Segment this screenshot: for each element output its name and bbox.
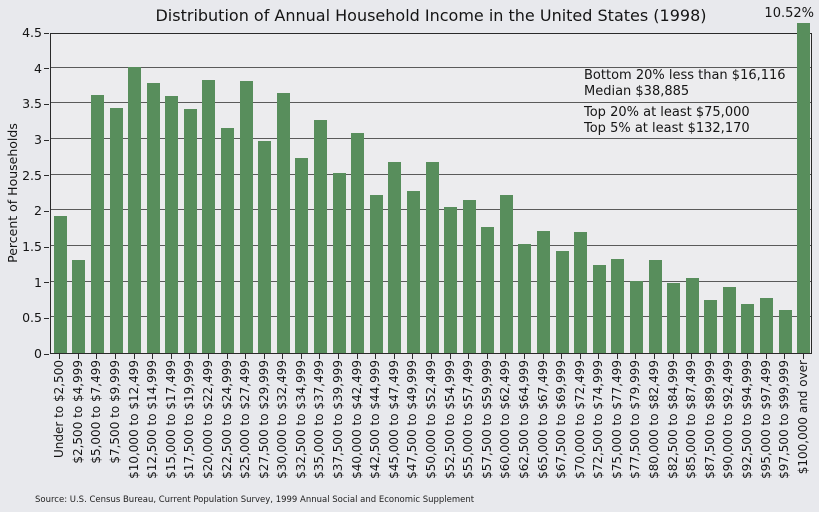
x-tick-mark xyxy=(338,354,339,359)
x-tick-label: $82,500 to $84,999 xyxy=(665,360,680,479)
y-tick-label: 3 xyxy=(34,132,42,147)
x-tick-mark xyxy=(710,354,711,359)
bar xyxy=(370,195,383,353)
y-tick-mark xyxy=(44,104,49,105)
x-tick-mark xyxy=(450,354,451,359)
x-tick-mark xyxy=(784,354,785,359)
x-tick-mark xyxy=(468,354,469,359)
x-tick-label: $77,500 to $79,999 xyxy=(628,360,643,479)
bar xyxy=(667,283,680,353)
y-tick-label: 0.5 xyxy=(22,310,42,326)
x-tick-label: $50,000 to $52,499 xyxy=(424,360,438,479)
x-tick-label: $2,500 to $4,999 xyxy=(70,360,85,464)
source-citation: Source: U.S. Census Bureau, Current Population Survey, 1999 Annual Social and Economic Supplement xyxy=(35,495,475,505)
x-tick-label: Under to $2,500 xyxy=(52,360,67,458)
x-tick-mark xyxy=(598,354,599,359)
x-tick-label: $35,000 to $37,499 xyxy=(312,360,327,479)
x-tick-mark xyxy=(301,354,302,359)
y-tick-mark xyxy=(44,175,49,176)
bar xyxy=(463,200,476,353)
x-tick-label: $40,000 to $42,499 xyxy=(349,360,364,479)
y-tick-label: 2 xyxy=(34,203,42,219)
bar xyxy=(481,227,494,353)
x-tick-mark xyxy=(635,354,636,359)
x-tick-mark xyxy=(505,354,506,359)
annotation-bottom20: Bottom 20% less than $16,116 xyxy=(584,68,786,83)
bar xyxy=(165,96,178,354)
x-tick-mark xyxy=(803,354,804,359)
annotation-block-bottom-median xyxy=(584,68,786,99)
x-tick-mark xyxy=(115,354,116,359)
bar xyxy=(295,158,308,353)
x-tick-mark xyxy=(673,354,674,359)
x-tick-mark xyxy=(580,354,581,359)
bar xyxy=(500,195,513,353)
x-tick-label: $90,000 to $92,499 xyxy=(721,360,736,479)
x-tick-label: $10,000 to $12,499 xyxy=(126,360,141,479)
x-tick-mark xyxy=(747,354,748,359)
y-tick-label: 4 xyxy=(34,60,42,76)
bar xyxy=(537,231,550,353)
x-tick-mark xyxy=(543,354,544,359)
x-tick-mark xyxy=(766,354,767,359)
bar xyxy=(444,207,457,353)
x-tick-mark xyxy=(561,354,562,359)
bar xyxy=(518,244,531,353)
x-tick-label: $80,000 to $82,499 xyxy=(647,360,662,479)
bar xyxy=(779,310,792,353)
bar xyxy=(407,191,420,353)
x-tick-mark xyxy=(357,354,358,359)
y-tick-mark xyxy=(44,247,49,248)
x-tick-label: $52,500 to $54,999 xyxy=(442,360,457,479)
y-tick-label: 4.5 xyxy=(22,25,42,40)
x-tick-label: $7,500 to $9,999 xyxy=(108,360,123,464)
bar xyxy=(277,93,290,353)
x-tick-label: $97,500 to $99,999 xyxy=(777,360,792,479)
x-tick-label: $5,000 to $7,499 xyxy=(89,360,104,464)
x-tick-mark xyxy=(264,354,265,359)
x-tick-mark xyxy=(59,354,60,359)
bar xyxy=(630,281,643,353)
x-tick-mark xyxy=(152,354,153,359)
bar xyxy=(351,133,364,353)
annotation-median: Median $38,885 xyxy=(584,83,690,99)
x-tick-mark xyxy=(524,354,525,359)
x-tick-label: $72,500 to $74,999 xyxy=(591,360,606,479)
bar xyxy=(741,304,754,353)
y-tick-mark xyxy=(44,211,49,212)
bar xyxy=(54,216,67,353)
chart-title: Distribution of Annual Household Income in the United States (1998) xyxy=(155,6,707,25)
x-tick-label: $15,000 to $17,499 xyxy=(163,360,178,479)
y-tick-label: 0 xyxy=(34,346,42,361)
y-tick-label: 2.5 xyxy=(22,167,42,183)
x-tick-label: $30,000 to $32,499 xyxy=(275,360,290,479)
x-tick-mark xyxy=(691,354,692,359)
bar xyxy=(760,298,773,353)
x-tick-label: $57,500 to $59,999 xyxy=(479,360,494,479)
x-tick-label: $20,000 to $22,499 xyxy=(200,360,215,479)
bar xyxy=(574,232,587,353)
x-tick-mark xyxy=(227,354,228,359)
x-tick-label: $62,500 to $64,999 xyxy=(516,360,531,479)
x-tick-label: $85,000 to $87,499 xyxy=(684,360,699,479)
annotation-top5: Top 5% at least $132,170 xyxy=(584,120,750,136)
bar xyxy=(221,128,234,353)
x-tick-mark xyxy=(189,354,190,359)
bar xyxy=(593,265,606,353)
bar xyxy=(797,23,810,353)
x-tick-mark xyxy=(394,354,395,359)
y-tick-mark xyxy=(44,354,49,355)
y-tick-mark xyxy=(44,68,49,69)
x-tick-mark xyxy=(431,354,432,359)
plot-area xyxy=(50,33,812,354)
x-tick-label: $17,500 to $19,999 xyxy=(182,360,197,479)
bar xyxy=(240,81,253,353)
x-tick-mark xyxy=(171,354,172,359)
x-tick-mark xyxy=(282,354,283,359)
x-tick-label: $42,500 to $44,999 xyxy=(368,360,383,479)
x-tick-mark xyxy=(96,354,97,359)
x-tick-label: $60,000 to $62,499 xyxy=(498,360,513,479)
annotation-block-top xyxy=(584,105,750,136)
bar xyxy=(110,108,123,353)
x-tick-label: $100,000 and over xyxy=(795,360,810,475)
bar xyxy=(686,278,699,353)
x-tick-mark xyxy=(319,354,320,359)
x-tick-label: $92,500 to $94,999 xyxy=(739,360,754,479)
bar xyxy=(426,162,439,353)
y-tick-mark xyxy=(44,318,49,319)
y-tick-mark xyxy=(44,282,49,283)
bar xyxy=(147,83,160,353)
bar xyxy=(388,162,401,353)
bar xyxy=(333,173,346,353)
y-tick-label: 3.5 xyxy=(22,96,42,112)
x-tick-label: $32,500 to $34,999 xyxy=(293,360,308,479)
x-tick-label: $45,000 to $47,499 xyxy=(386,360,401,479)
x-tick-label: $47,500 to $49,999 xyxy=(405,360,420,479)
x-tick-mark xyxy=(487,354,488,359)
x-tick-label: $37,500 to $39,999 xyxy=(331,360,346,479)
bar xyxy=(611,259,624,353)
x-tick-label: $75,000 to $77,499 xyxy=(609,360,624,479)
bar xyxy=(556,251,569,353)
x-tick-mark xyxy=(728,354,729,359)
bar xyxy=(649,260,662,353)
annotation-top20: Top 20% at least $75,000 xyxy=(584,105,750,120)
x-tick-label: $65,000 to $67,499 xyxy=(535,360,550,479)
x-tick-label: $70,000 to $72,499 xyxy=(572,360,587,479)
x-tick-mark xyxy=(78,354,79,359)
y-tick-mark xyxy=(44,140,49,141)
x-tick-label: $87,500 to $89,999 xyxy=(702,360,717,479)
x-tick-mark xyxy=(375,354,376,359)
x-tick-mark xyxy=(412,354,413,359)
bar xyxy=(91,95,104,353)
bar xyxy=(704,300,717,354)
x-tick-mark xyxy=(134,354,135,359)
x-tick-mark xyxy=(654,354,655,359)
y-tick-label: 1.5 xyxy=(22,239,42,254)
x-tick-label: $25,000 to $27,499 xyxy=(238,360,253,479)
y-axis-label: Percent of Households xyxy=(5,123,20,263)
x-tick-label: $22,500 to $24,999 xyxy=(219,360,234,479)
x-tick-label: $67,500 to $69,999 xyxy=(554,360,569,479)
bar xyxy=(258,141,271,353)
bar xyxy=(72,260,85,353)
x-tick-label: $95,000 to $97,499 xyxy=(758,360,773,479)
x-tick-label: $27,500 to $29,999 xyxy=(256,360,271,479)
y-tick-mark xyxy=(44,33,49,34)
x-tick-mark xyxy=(245,354,246,359)
bar xyxy=(184,109,197,353)
x-tick-mark xyxy=(208,354,209,359)
y-tick-label: 1 xyxy=(34,274,42,290)
outlier-value-label: 10.52% xyxy=(764,6,814,21)
x-tick-mark xyxy=(617,354,618,359)
bar xyxy=(202,80,215,353)
bar xyxy=(314,120,327,353)
bar xyxy=(723,287,736,353)
x-tick-label: $55,000 to $57,499 xyxy=(461,360,476,479)
x-tick-label: $12,500 to $14,999 xyxy=(145,360,160,479)
bar xyxy=(128,67,141,353)
